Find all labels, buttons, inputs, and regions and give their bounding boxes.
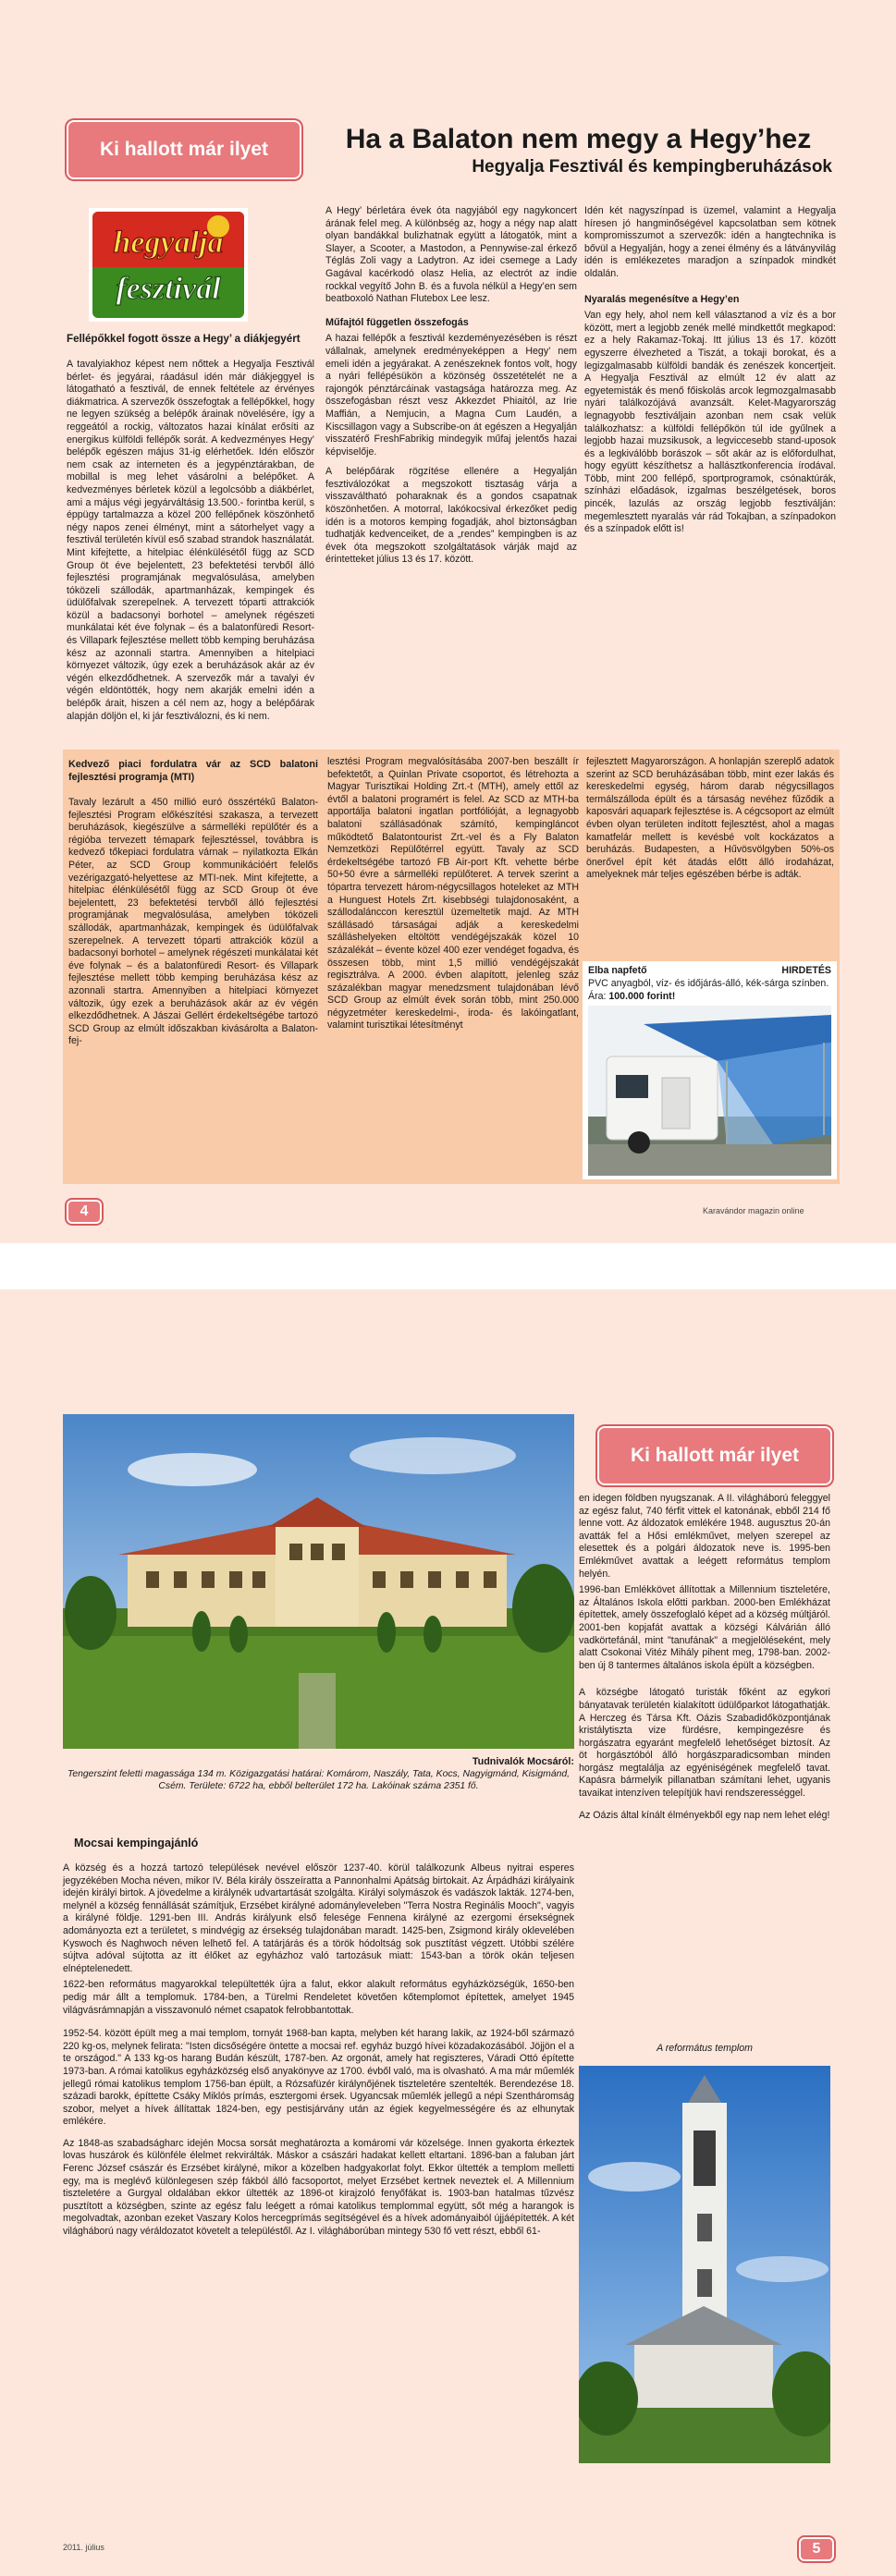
right-paragraph-1: en idegen földben nyugszanak. A II. világháború feleggyel az egész falut, 740 férfit vittek el katonának, ebből 214 fő lenne vott. Az áldozatok emlékére 1948. augusztus 20-án avatták fel a Hősi emlékművet, melyen szerepel az elesettek és a polgári áldozatok neve is. 1995-ben Emlékművet avattak a leégett református templom helyén. [579,1493,830,1580]
section-title: Mocsai kempingajánló [74,1837,199,1850]
col1-paragraph: A tavalyiakhoz képest nem nőttek a Hegyalja Fesztivál bérlet- és jegyárai, ráadásul idén már diákjeggyel is látogatható a fesztivál, de ennek feltétele az érvényes diákmatrica. A szervezők összefogtak a fellépőkkel, hogy ne legyen szükség a belépők árainak növelésére, így a reggeától a rockig, változatos hazai kínálat erősíti az energikus külföldi fellépők sorát. A kedvezményes Hegy’ belépők egészen május 31-ig elérhetőek. Idén először nem csak az interneten és a jegypénztárakban, de mobillal is meg lehet vásárolni a belépőket. A kedvezményes bérletek közül a legolcsóbb a diákbérlet, ami a május végi jegyárváltásig 13.500.- forintba kerül, s éppügy tartalmazza a közel 200 fellépőnek köszönhető négy napos zenei élményt, mint a sátorhelyet vagy a fesztivál területén kívül eső szabad strandok használatát. Mint kifejtette, a hitelpiac élénkülésétől függ az SCD Group öt éve bejelentett, 23 befektetési tervből álló fejlesztési programjának megvalósulása, amelyben tóközeli szállodák, apartmanházak, kempingek és üdülőfalvak szerepelnek. A tervezett tóparti attrakciók közül a badacsonyi borhotel – amelynek régészeti munkálatai két éve folynak – és a balatonfüredi Resort- és Villapark fejlesztése mellett több kemping beruházása kész az azonnali startra. Amennyiben a hitelpiaci környezet változik, úgy ezek a beruházások akár az év végén elkezdődhetnek. A szervezők már a tavalyi év végén eldöntötték, hogy nem akarják emelni idén a belépők árait, hiszen a cél nem az, hogy a belépőárak alapján döljön el, ki jár fesztiválozni, és ki nem. [67,359,314,722]
col3-paragraph-1: Idén két nagyszínpad is üzemel, valamint a Hegyalja híresen jó hangminőségével kapcsolatban sem kötnek kompromisszumot a szervezők: idén a hangtechnika is bővül a Hegyalján, hogy a zenei élmény és a látványvilág idén is emlékezetes maradjon a színpadok mindkét oldalán. [584,205,836,279]
col2-paragraph-2: A hazai fellépők a fesztivál kezdeményezésében is részt vállalnak, amelynek eredményeképpen a Hegy’ nem emeli idén a jegyárakat. A zenészeknek fontos volt, hogy a nyári fellépésükön a közönség összetételét ne a rajongók pénztárcáinak vastagsága határozza meg. Az összefogásban részt vesz Akkezdet Phiaitól, az Irie Maffián, a Nemjucin, a Magna Cum Laudén, a Kiscsillagon vagy a Subscribe-on át egészen a Hegyalján visszatérő FreshFabrikig mindegyik műfaj jelentős hazai képviselője. [325,333,577,458]
footer-date: 2011. július [63,2543,104,2552]
mti-column-1 [68,756,318,1052]
caravan-awning-photo [588,1006,831,1176]
section-badge: Ki hallott már ilyet [67,120,301,179]
col2-paragraph-1: A Hegy’ bérletára évek óta nagyjából egy nagykoncert árának felel meg. A különbség az, hogy a négy nap alatt olyan bandákkal bulizhatnak együtt a látogatók, mint a Slayer, a Scooter, a Mastodon, a Pennywise-zal érkező Téglás Zoli vagy a Ladytron. Az idei csemege a Lady Gagával kacérkodó olasz Helia, az electrót az indie rockkal vegyítő John B. és a fuvola nélkül a Hegy’en sem beatboxoló Nathan Flutebox Lee lesz. [325,205,577,305]
headline: Ha a Balaton nem megy a Hegy’hez [345,124,812,154]
ad-price: 100.000 forint! [608,990,676,1002]
ad-label: HIRDETÉS [781,965,831,976]
section-badge-p5: Ki hallott már ilyet [597,1426,832,1485]
mti-column-2 [327,756,579,1036]
column-1 [67,330,314,726]
right-column [579,1493,830,1825]
logo-word-2: fesztivál [116,272,221,306]
mti-heading: Kedvező piaci fordulatra vár az SCD balatoni fejlesztési programja (MTI) [68,759,318,783]
subheadline: Hegyalja Fesztivál és kempingberuházások [472,157,832,177]
advertisement[interactable] [583,961,837,1179]
column-2 [325,205,577,570]
footer-magazine: Karavándor magazin online [703,1206,804,1215]
page-5 [0,1289,896,2576]
church-photo [579,2066,830,2463]
column-3 [584,205,836,540]
photo-caption [63,1755,574,1792]
right-paragraph-3: A községbe látogató turisták főként az egykori bányatavak területén kialakított üdülőparkot látogathatják. A Herczeg és Társa Kft. Oázis Szabadidőközpontjának kristálytiszta vize fürdésre, kempingezésre és horgászatra egyaránt megfelelő lehetőséget biztosít. Az öt horgásztóból álló horgászparadicsomban minden horgász megtalálja az egyéniségének megfelelő tavat. Kapásra bármelyik pillanatban számítani lehet, ugyanis tavaikat intenzíven telepítjük havi rendszerességgel. [579,1687,830,1800]
col1-heading: Fellépőkkel fogott össze a Hegy’ a diákjegyért [67,333,301,345]
col2-heading: Műfajtól független összefogás [325,316,469,328]
caption-title: Tudnivalók Mocsáról: [472,1756,574,1767]
caption-text: Tengerszint feletti magassága 134 m. Közigazgatási határai: Komárom, Naszály, Tata, Kocs, Nagyigmánd, Kisigmánd, Csém. Területe: 6722 ha, ebből belterület 172 ha. Lakóinak száma 2351 fő. [67,1769,571,1792]
page-number: 4 [67,1200,102,1224]
body-paragraph-4: Az 1848-as szabadságharc idején Mocsa sorsát meghatározta a komáromi vár közelsége. Innen gyakorta érkeztek lovas huszárok és különféle élelmet rekvirálták. Máskor a császári hadakat kellett eltartani. 1896-ban a faluban járt Ferenc József császár és Erzsébet királyné, mikor a közelben hadgyakorlat folyt. Ekkor ültették a templom melletti egy, ma is meglévő különlegesen szép fákból álló facsoportot, melyet Erzsébet kertnek neveztek el. A Millennium tiszteletére a Gurgyal oldalában ekkor ültették az 1896-ot kirajzoló fenyőfákat is. 1903-ban hatalmas tűzvész pusztított a községben, szinte az egész falu leégett a római katolikus templommal együtt, sőt még a harangok is megolvadtak, azonban ezeket Vaszary Kolos hercegprímás segítségével és a hívek adományaiból újjáépítették. A két világháború nagy véráldozatot követelt a településtől. Az I. világháborúban mintegy 530 fő vett részt, ebből 61- [63,2137,574,2238]
col2-paragraph-3: A belépőárak rögzítése ellenére a Hegyalján fesztiválozókat a megszokott tisztaság várja a visszaváltható poharaknak és a gondos csapatnak köszönhetően. A motorral, lakókocsival érkezőket pedig idén is a motoros kemping fogadják, ahol biztonságban tudhatják kedvenceiket, de a „rendes” kempingben is az évek óta megszokott szolgáltatások várják majd az érintetteket július 13 és 17. között. [325,466,577,566]
col3-paragraph-2: Van egy hely, ahol nem kell választanod a víz és a bor között, mert a legjobb zenék mellé mindkettőt megkapod: ez a hely Rakamaz-Tokaj. Itt július 13 és 17. között egyszerre élvezheted a Tiszát, a tokaji borokat, és a legizgalmasabb külföldi bandák és zenészek koncertjeit. A Hegyalja Fesztivál az elmúlt 12 év alatt az egyetemisták és menő főiskolás arcok legmozgalmasabb nyári találkozójává avanzsált. Kelet-Magyarország legnagyobb fesztiváljain azonban nem csak velük találkozhatsz: a külföldi fellépőkön túl ide gyűlnek a legjobb hazai muzsikusok, a legviccesebb stand-uposok és a legkiválóbb borászok – sőt akár az is előfordulhat, hogy együtt készíthetsz a hallásztkonferencia írodával. Több, mint 200 fellépő, sportprogramok, csónaktúrák, színházi előadások, izgalmas beszélgetések, boros pincék, lazulás az ország legjobb fesztiválján: megemlesztett nyaralás vár rád Tokajban, a színpadokon és a színpadok előtt is! [584,310,836,535]
body-paragraph-3: 1952-54. között épült meg a mai templom, tornyát 1968-ban kapta, melyben két harang lakik, az 1924-ből származó 220 kg-os, melynek felirata: "Isten dicsőségére öntette a mocsai ref. egyház buzgó hívei közadakozásából. Jöjjön el a te országod." A 133 kg-os harang Budán készült, 1787-ben. Az orgonát, amely hat regiszteres, Váradi Ottó építette 1973-ban. A római katolikus egyházközség első anyakönyve az 1700. évből való, ma is olvasható. A ma már műemlék jellegű római katolikus templom 1756-ban épült, a Rózsafüzér királynőjének tiszteletére szentelték. Berendezése 18. századi barokk, építtette Csáky Miklós prímás, esztergomi érsek. Ugyancsak műemlék jellegű a népi Szentháromság szobor, melyet a hívek állítattak 1824-ben, egy pestisjárvány után az égiek kegyelmességére és az elhunytak emlékére. [63,2028,574,2128]
body-paragraph-2: 1622-ben református magyarokkal települtették újra a falut, ekkor alakult református egyházközségük, 1650-ben pedig már állt a templomuk. 1784-ben, a Türelmi Rendeletet követően kőtemplomot építettek, amelyet 1945 világvásrámnapján a visszavonuló német csapatok felrobbantottak. [63,1979,574,2016]
page-gap [0,1243,896,1289]
ad-description: PVC anyagból, víz- és időjárás-álló, kék-sárga színben. Ára: 100.000 forint! [588,978,829,1002]
church-caption: A református templom [657,2043,753,2054]
right-paragraph-2: 1996-ban Emlékkövet állítottak a Millennium tiszteletére, az Általános Iskola előtti parkban. 2000-ben Emlékházat építettek, amely összefoglaló képet ad a község múltjáról. 2001-ben kopjafát avattak a községi Kálvárián álló vadkörtefánál, mint "tanufának" a megjelöléseként, mely alatt Csokonai Vitéz Mihály pihent meg, 1798-ban. 2002-ben új 8 tantermes általános iskola épült a községben. [579,1584,830,1671]
col3-heading: Nyaralás megenésítve a Hegy’en [584,293,740,305]
logo-word-1: hegyalja [113,226,224,260]
ad-product-name: Elba napfető [588,965,647,976]
mti-paragraph-2: lesztési Program megvalósításába 2007-ben beszállt ír befektetőt, a Quinlan Private csoportot, és létrehozta a Magyar Turisztikai Holding Zrt.-t (MTH), amely ettől az évtől a balatoni programért is felel. Az SCD az MTH-ba apportálja balatoni ingatlan portfólióját, a legnagyobb balatoni szállásadónak számító, kempingláncot működtető Balatontourist Zrt.-vel és a Fly Balaton Nemzetközi Repülőtérrel együtt. Tavaly az SCD érdekeltségébe tartozó FB Air-port Kft. vehette bérbe 50+50 évre a sármelléki repülőteret. A tervek szerint a tópartra tervezett három-négycsillagos hoteleket az MTH a Hunguest Hotels Zrt. kisebbségi tulajdonosaként, a szállodalánccon keresztül üzemeltetik majd. Az MTH szállásadó társaságai adják a kereskedelmi szálláshelyeken eltöltött vendégéjszakák közel 10 százalékát – évente közel 400 ezer vendéget fogadva, és összesen több, mint 1,5 millió vendégéjszakát regisztrálva. A 2000. évben alapított, jelenleg száz százalékban magyar menedzsment tulajdonában lévő SCD Group az elmúlt évek során több, mint 250.000 négyzetméter kereskedelmi-, iroda- és lakóingatlant, valamint turisztikai létesítményt [327,756,579,1032]
page-4 [0,0,896,1243]
page-number-p5: 5 [799,2537,834,2561]
mti-paragraph-1: Tavaly lezárult a 450 millió euró összértékű Balaton-fejlesztési Program előkészítési szakasza, a tervezett beruházások, kiegészülve a sármelléki repülőtér és a régióba tervezett témapark fejlesztéssel, továbbra is kedvező tőkepiaci fordulatra várnak – nyilatkozta Elkán Péter, az SCD Group kommunikációért felelős vezérigazgató-helyettese az MTI-nek. Mint kifejtette, a hitelpiac élénkülésétől függ az SCD Group öt éve bejelentett, 23 befektetési tervből álló fejlesztési programjának megvalósulása, amelyben tóközeli szállodák, apartmanházak, kempingek és üdülőfalvak szerepelnek. A tervezett tóparti attrakciók közül a badacsonyi borhotel – amelynek régészeti munkálatai két éve folynak – és a balatonfüredi Resort- és Villapark fejlesztése mellett több kemping beruházása kész az azonnali startra. Amennyiben a hitelpiaci környezet változik, úgy ezek a beruházások akár az év végén elkezdődhetnek. A Jászai Gellért érdekeltségébe tartozó SCD Group az elmúlt időszakban kivásárolta a Balaton-fej- [68,797,318,1047]
right-paragraph-4: Az Oázis által kínált élményekből egy nap nem lehet elég! [579,1809,830,1821]
mocsa-body [63,1862,574,2242]
body-paragraph-1: A község és a hozzá tartozó települések nevével először 1237-40. körül találkozunk Albeus nyitrai esperes jegyzékében Mocha néven, mikor IV. Béla király összeíratta a Pannonhalmi Apátság birtokait. Az Árpádházi királyaink idején királyi birtok. A jövedelme a királynék udvartartását szolgálta. Királyi solymászok és vadászok lakták. 1274-ben, melynél a község fennállását számítjuk, Erzsébet királyné adományleveleben "Terra Nostra Reginális Mooch", vagyis a királyné földje. 1291-ben III. András királyunk első feleségе Fennena királyné az ezergomi érsekségnek adományozta ezt a területet, s mindvégig az érsekség tulajdonában maradt. 1425-ben, Zsigmond király oklevelében Kyswoch és Naghwoch néven lelhető fel. A tatárjárás és a török hódoltság sok pusztítást végzett. Utóbbi szélére sújtva adóval sújtotta az itt élőket az egyházhoz való tartozásuk miatt: 1543-ban a török okán teljesen elnéptelenedett. [63,1862,574,1974]
mti-paragraph-3: fejlesztett Magyarországon. A honlapján szereplő adatok szerint az SCD beruházásában több, mint ezer lakás és kereskedelmi egység, három darab négycsillagos termálszálloda épült és a társaság nevéhez fűződik a kaposvári aquapark fejlesztése is. A cégcsoport az elmúlt évben olyan területen indított fejlesztést, ahol a magas kamatfelár mellett is kevésbé volt kockázatos a beruházás. Budapesten, a Hűvösvölgyben 50%-os önerővel épít két átadás előtt álló irodaházat, amelyeknek már teljes egészében bérbe is adták. [586,756,834,881]
mti-column-3 [586,756,834,885]
hegyalja-logo [89,208,248,322]
town-hall-photo [63,1414,574,1749]
